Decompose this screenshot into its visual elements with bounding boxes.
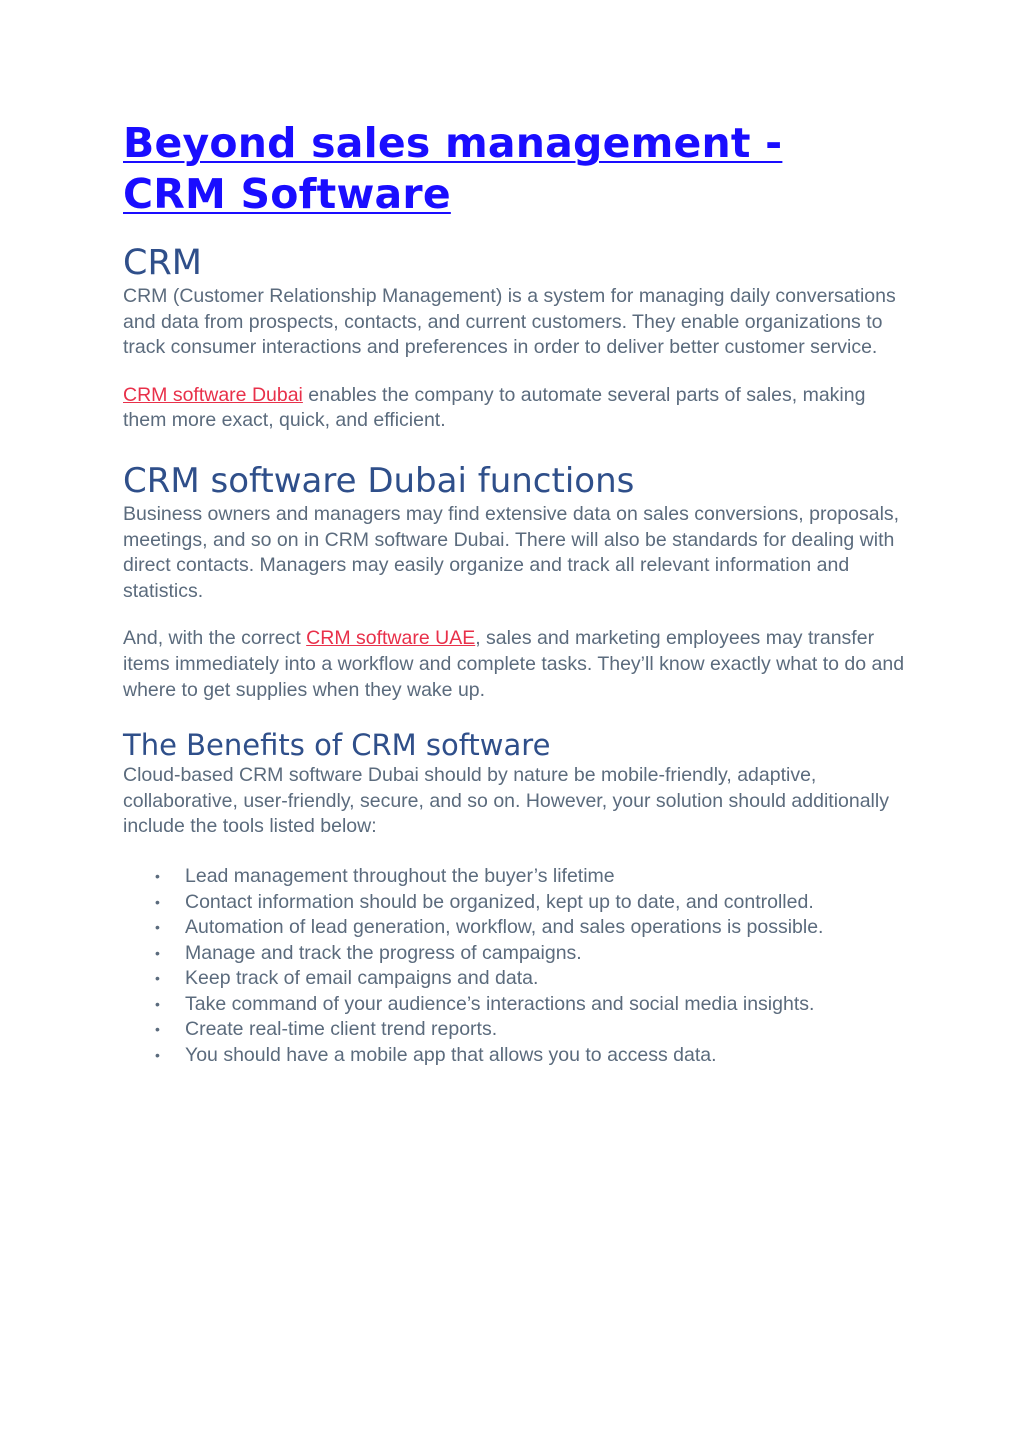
list-item-text: Automation of lead generation, workflow, and sales operations is possible. xyxy=(185,916,824,939)
bullet-icon: • xyxy=(155,970,160,987)
functions-paragraph-1: Business owners and managers may find extensive data on sales conversions, proposals, meetings, and so on in CRM software Dubai. There will also be standards for dealing with direct contacts. Managers may easily organize and track all relevant information and statistics. xyxy=(123,502,900,602)
heading-crm: CRM xyxy=(123,243,202,283)
list-item-text: Manage and track the progress of campaigns. xyxy=(185,941,582,964)
page-title-link[interactable] xyxy=(123,119,782,218)
list-item-text: Take command of your audience’s interactions and social media insights. xyxy=(185,992,815,1015)
bullet-icon: • xyxy=(155,1021,160,1038)
list-item xyxy=(155,1017,913,1043)
bullet-icon: • xyxy=(155,867,160,884)
functions-paragraph-2 xyxy=(123,626,913,703)
document-page xyxy=(123,118,913,1069)
list-item-text: Create real-time client trend reports. xyxy=(185,1018,498,1041)
crm-software-dubai-link[interactable]: CRM software Dubai xyxy=(123,383,303,406)
list-item xyxy=(155,966,913,992)
functions-paragraph-2-text: , sales and marketing employees may transfer items immediately into a workflow and complete tasks. They’ll know exactly what to do and where to get supplies when they wake up. xyxy=(123,627,905,701)
list-item xyxy=(155,941,913,967)
list-item xyxy=(155,1043,913,1069)
bullet-icon: • xyxy=(155,893,160,910)
page-title xyxy=(123,118,913,220)
list-item xyxy=(155,890,913,916)
heading-benefits: The Benefits of CRM software xyxy=(123,728,551,763)
list-item-text: Keep track of email campaigns and data. xyxy=(185,967,539,990)
crm-paragraph-1: CRM (Customer Relationship Management) is a system for managing daily conversations and data from prospects, contacts, and current customers. They enable organizations to track consumer interactions and preferences in order to deliver better customer service. xyxy=(123,285,896,359)
title-line-1: Beyond sales management - xyxy=(123,119,783,167)
title-line-2: CRM Software xyxy=(123,170,451,218)
list-item xyxy=(155,992,913,1018)
list-item xyxy=(155,915,913,941)
functions-paragraph-2-pre: And, with the correct xyxy=(123,627,307,650)
bullet-icon: • xyxy=(155,1047,160,1064)
list-item-text: Contact information should be organized, kept up to date, and controlled. xyxy=(185,890,814,913)
crm-software-uae-link[interactable]: CRM software UAE xyxy=(306,627,476,650)
benefits-list xyxy=(123,864,913,1069)
benefits-paragraph-1: Cloud-based CRM software Dubai should by nature be mobile-friendly, adaptive, collaborative, user-friendly, secure, and so on. However, your solution should additionally include the tools listed below: xyxy=(123,764,889,838)
crm-paragraph-2-text: enables the company to automate several parts of sales, making them more exact, quick, and efficient. xyxy=(123,383,866,432)
list-item xyxy=(155,864,913,890)
list-item-text: Lead management throughout the buyer’s lifetime xyxy=(185,864,615,887)
bullet-icon: • xyxy=(155,944,160,961)
list-item-text: You should have a mobile app that allows you to access data. xyxy=(185,1044,717,1067)
heading-functions: CRM software Dubai functions xyxy=(123,460,635,501)
crm-paragraph-2 xyxy=(123,383,913,434)
bullet-icon: • xyxy=(155,919,160,936)
bullet-icon: • xyxy=(155,995,160,1012)
